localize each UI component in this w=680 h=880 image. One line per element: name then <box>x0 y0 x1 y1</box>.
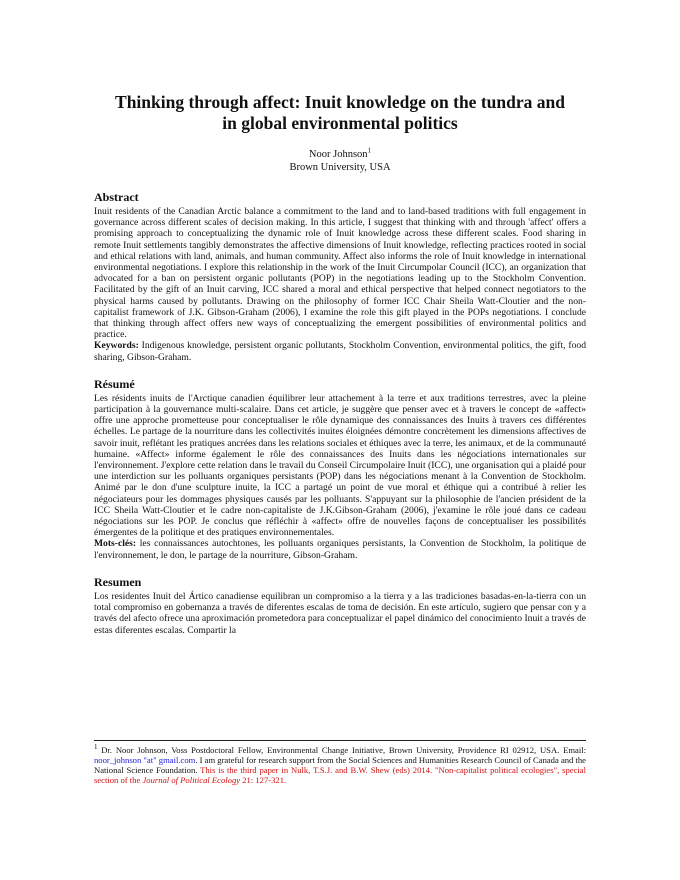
resumen-text: Los residentes Inuit del Ártico canadiense equilibran un compromiso a la tierra y a las tradiciones basadas-en-la-tierra con un total compromiso en gobernanza a través de diferentes escalas de toma de decisión. En este artículo, sugiero que pensar con y a través del afecto ofrece una aproximación prometedora para conceptualizar el papel dinámico del conocimiento Inuit a través de estas diferentes escalas. Compartir la <box>94 590 586 636</box>
footnote-text-1: Dr. Noor Johnson, Voss Postdoctoral Fellow, Environmental Change Initiative, Brown University, Providence RI 02912, USA. Email: <box>101 745 587 755</box>
author-name: Noor Johnson <box>308 149 368 160</box>
paper-title: Thinking through affect: Inuit knowledge on the tundra and in global environmental politics <box>115 92 565 133</box>
mots-cles-label: Mots-clés: <box>94 538 137 550</box>
journal-name: Journal of Political Ecology <box>142 775 241 785</box>
author-line <box>94 148 586 161</box>
author-affiliation: Brown University, USA <box>289 162 391 173</box>
abstract-heading: Abstract <box>94 190 139 204</box>
author-footnote-mark: 1 <box>367 146 372 155</box>
abstract-keywords <box>94 340 586 362</box>
resumen-heading: Resumen <box>94 574 142 589</box>
resume-heading: Résumé <box>94 376 135 391</box>
paper-page <box>94 92 586 636</box>
footnote <box>94 745 586 785</box>
footnote-mark: 1 <box>94 743 98 752</box>
footnote-text-2: . I am grateful for research support from the Social Sciences and Humanities Research Council of Canada and the National Science Foundation. <box>94 755 586 775</box>
author-email-link[interactable]: noor_johnson "at" gmail.com <box>94 755 196 765</box>
resume-text: Les résidents inuits de l'Arctique canadien équilibrer leur attachement à la terre et aux traditions terrestres, avec la pleine participation à la gouvernance multi-scalaire. Dans cet article, je suggère que penser avec et à travers le concept de «affect» offre une approche prometteuse pour conceptualiser le rôle dynamique des connaissances des Inuits à travers ces différentes échelles. Le partage de la nourriture dans les collectivités inuites éloignées démontre concrètement les dimensions affectives de savoir inuit, reflétant les pratiques ancrées dans les relations sociales et éthiques avec la terre, les animaux, et de la communauté humaine. «Affect» informe également le rôle des connaissances des Inuits dans les négociations internationales sur l'environnement. J'explore cette relation dans le travail du Conseil Circumpolaire Inuit (ICC), une organisation qui a plaidé pour une interdiction sur les polluants organiques persistants (POP) dans les négociations menant à la Convention de Stockholm. Animé par le don d'une sculpture inuite, la ICC a partagé un point de vue moral et éthique qui a contribué à relier les négociateurs pour les dommages physiques causés par les polluants. S'appuyant sur la philosophie de l'ancien président de la ICC Sheila Watt-Cloutier et le cadre non-capitaliste de J.K.Gibson-Graham (2006), j'examine le rôle joué dans ce cadeau négociations sur les POP. Je conclus que réfléchir à «affect» offre de nouvelles façons de conceptualiser les possibilités émergentes de la politique et des pratiques environnementales. <box>94 392 586 539</box>
resume-keywords <box>94 538 586 560</box>
footnote-divider <box>94 740 586 741</box>
footnote-special-section-text: This is the third paper in Nulk, T.S.J. and B.W. Shew (eds) 2014. "Non-capitalist political ecologies", special section of the <box>94 765 586 785</box>
abstract-text: Inuit residents of the Canadian Arctic balance a commitment to the land and to land-based traditions with full engagement in governance across different scales of decision making. In this article, I suggest that thinking with and through 'affect' offers a promising approach to conceptualizing the dynamic role of Inuit knowledge across these different scales. Food sharing in remote Inuit settlements tangibly demonstrates the affective dimensions of Inuit knowledge, reflecting practices rooted in social and ethical relations with land, animals, and human community. Affect also informs the role of Inuit knowledge in international environmental negotiations. I explore this relationship in the work of the Inuit Circumpolar Council (ICC), an organization that advocated for a ban on persistent organic pollutants (POP) in the negotiations leading up to the Stockholm Convention. Facilitated by the gift of an Inuit carving, ICC shared a moral and ethical perspective that helped connect negotiators to the physical harms caused by pollutants. Drawing on the philosophy of former ICC Chair Sheila Watt-Cloutier and the non-capitalist framework of J.K. Gibson-Graham (2006), I examine the role this gift played in the POPs negotiations. I conclude that thinking through affect offers new ways of conceptualizing the emergent possibilities of environmental politics and practice. <box>94 206 586 341</box>
footnote-citation-tail: 21: 127-321. <box>240 775 287 785</box>
keywords-list: Indigenous knowledge, persistent organic pollutants, Stockholm Convention, environmental politics, the gift, food sharing, Gibson-Graham. <box>94 340 586 363</box>
keywords-label: Keywords: <box>94 340 139 352</box>
mots-cles-list: les connaissances autochtones, les polluants organiques persistants, la Convention de Stockholm, la politique de l'environnement, le don, le partage de la nourriture, Gibson-Graham. <box>94 538 586 561</box>
